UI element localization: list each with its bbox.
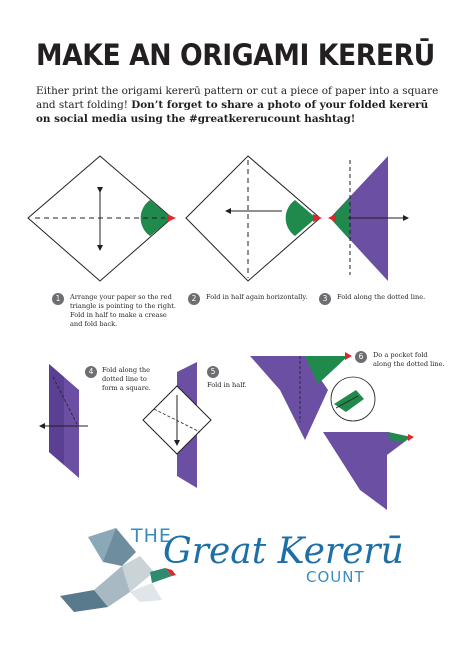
step-text: Fold along the dotted line to form a square. [102, 366, 151, 392]
step-number: 2 [188, 293, 200, 305]
logo-the: THE [131, 525, 172, 547]
step1-diagram [28, 156, 176, 281]
intro-plain: Either print the origami kererū pattern or cut a piece of paper into a square and start folding! [36, 85, 439, 111]
step2-diagram [186, 156, 322, 281]
logo-title: Great Kererū [163, 531, 404, 572]
step4-diagram [40, 364, 88, 478]
step3-diagram [328, 156, 408, 281]
step-text: Do a pocket fold along the dotted line. [373, 351, 445, 368]
step-text: Fold in half again horizontally. [206, 293, 308, 301]
step-number: 5 [207, 366, 219, 378]
step-text: Fold along the dotted line. [337, 293, 426, 301]
step-number: 4 [85, 366, 97, 378]
step-text: Fold in half. [207, 381, 247, 389]
step-number: 3 [319, 293, 331, 305]
step6-diagram [250, 352, 414, 510]
logo-count: COUNT [306, 568, 365, 586]
step-text: Arrange your paper so the red triangle is pointing to the right. Fold in half to make a crease and fold back. [70, 293, 176, 328]
page-title: MAKE AN ORIGAMI KERERŪ [36, 38, 435, 72]
intro-bold: Don’t forget to share a photo of your folded kererū on social media using the #greatkererucount hashtag! [36, 99, 429, 125]
step-number: 1 [52, 293, 64, 305]
step-number: 6 [355, 351, 367, 363]
